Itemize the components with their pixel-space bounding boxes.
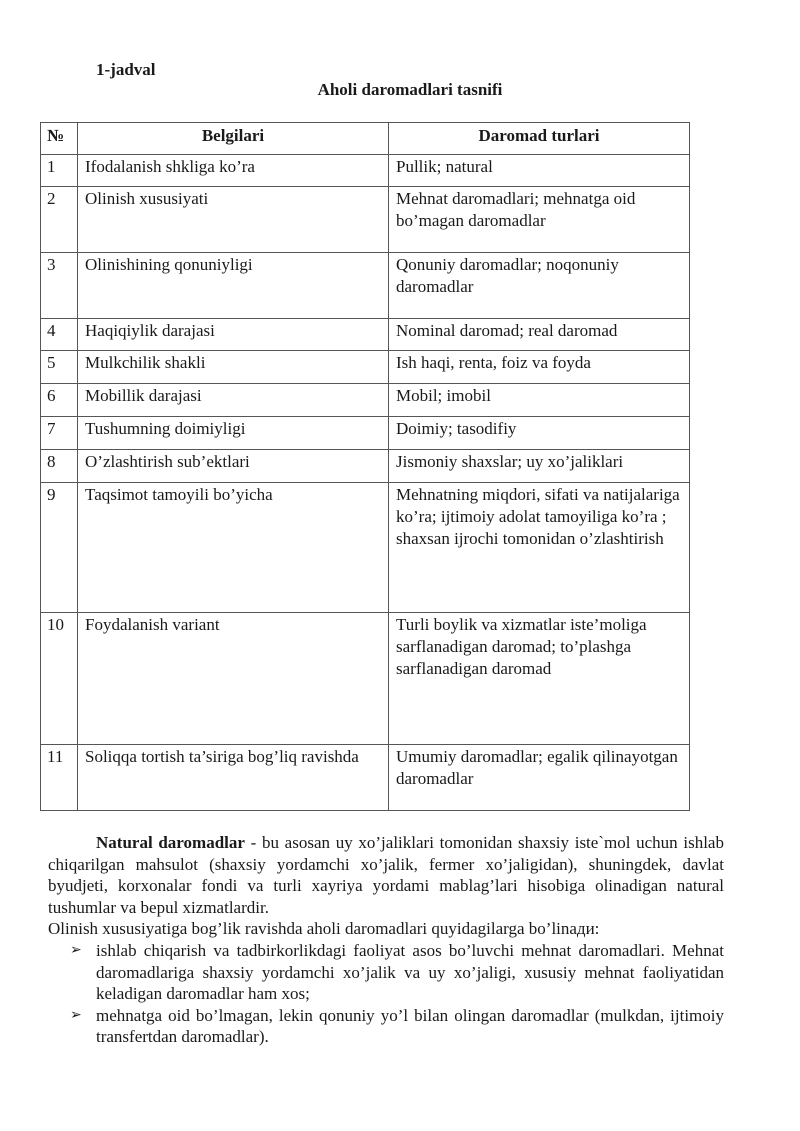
row-number: 3 — [41, 253, 78, 319]
income-type-list — [48, 940, 724, 1048]
row-sign: Mobillik darajasi — [78, 384, 389, 417]
row-number: 6 — [41, 384, 78, 417]
table-row — [41, 483, 690, 613]
header-number: № — [41, 123, 78, 155]
row-number: 4 — [41, 319, 78, 351]
paragraph-classification-intro: Olinish xususiyatiga bog’lik ravishda aholi daromadlari quyidagilarga bo’linади: — [48, 919, 600, 939]
definition-text: - bu asosan uy xo’jaliklari tomonidan shaxsiy iste`mol uchun ishlab chiqarilgan mahsulot (shaxsiy yordamchi xo’jalik, fermer xo’jaligidan), shuningdek, davlat byudjeti, korxonalar fondi va turli xayriya yordami mablag’lari hisobiga olinadigan natural tushumlar va bepul xizmatlardir. — [48, 833, 724, 917]
row-sign: O’zlashtirish sub’ektlari — [78, 450, 389, 483]
row-number: 8 — [41, 450, 78, 483]
row-income-type: Nominal daromad; real daromad — [389, 319, 690, 351]
arrow-bullet-icon: ➢ — [70, 1007, 82, 1023]
row-number: 1 — [41, 155, 78, 187]
row-number: 11 — [41, 745, 78, 811]
list-item — [70, 1005, 724, 1048]
term-natural-income: Natural daromadlar — [96, 833, 245, 852]
row-sign: Olinish xususiyati — [78, 187, 389, 253]
row-income-type: Jismoniy shaxslar; uy xo’jaliklari — [389, 450, 690, 483]
row-number: 10 — [41, 613, 78, 745]
row-sign: Mulkchilik shakli — [78, 351, 389, 384]
row-income-type: Pullik; natural — [389, 155, 690, 187]
table-row — [41, 450, 690, 483]
row-income-type: Mobil; imobil — [389, 384, 690, 417]
row-sign: Soliqqa tortish ta’siriga bog’liq ravishda — [78, 745, 389, 811]
header-signs: Belgilari — [78, 123, 389, 155]
table-header-row — [41, 123, 690, 155]
row-number: 5 — [41, 351, 78, 384]
row-income-type: Mehnat daromadlari; mehnatga oid bo’magan daromadlar — [389, 187, 690, 253]
list-item-text: ishlab chiqarish va tadbirkorlikdagi faoliyat asos bo’luvchi mehnat daromadlari. Mehnat daromadlariga shaxsiy yordamchi xo’jalik va uy xo’jaligi, xususiy mehnat faoliyatidan keladigan daromadlar ham xos; — [96, 940, 724, 1004]
row-sign: Olinishining qonuniyligi — [78, 253, 389, 319]
list-item-text: mehnatga oid bo’lmagan, lekin qonuniy yo’l bilan olingan daromadlar (mulkdan, ijtimoiy transfertdan daromadlar). — [96, 1005, 724, 1047]
row-number: 7 — [41, 417, 78, 450]
row-sign: Haqiqiylik darajasi — [78, 319, 389, 351]
row-sign: Foydalanish variant — [78, 613, 389, 745]
table-row — [41, 187, 690, 253]
row-number: 9 — [41, 483, 78, 613]
row-income-type: Doimiy; tasodifiy — [389, 417, 690, 450]
row-number: 2 — [41, 187, 78, 253]
row-sign: Ifodalanish shkliga ko’ra — [78, 155, 389, 187]
table-row — [41, 613, 690, 745]
row-income-type: Umumiy daromadlar; egalik qilinayotgan daromadlar — [389, 745, 690, 811]
row-income-type: Turli boylik va xizmatlar iste’moliga sarflanadigan daromad; to’plashga sarflanadigan daromad — [389, 613, 690, 745]
table-row — [41, 155, 690, 187]
table-row — [41, 319, 690, 351]
paragraph-natural-income — [48, 832, 724, 918]
body-text — [48, 832, 724, 1048]
table-row — [41, 417, 690, 450]
table-title: Aholi daromadlari tasnifi — [317, 80, 503, 99]
table-label: 1-jadval — [96, 60, 156, 79]
row-sign: Taqsimot tamoyili bo’yicha — [78, 483, 389, 613]
table-row — [41, 745, 690, 811]
row-income-type: Mehnatning miqdori, sifati va natijalariga ko’ra; ijtimoiy adolat tamoyiliga ko’ra ; shaxsan ijrochi tomonidan o’zlashtirish — [389, 483, 690, 613]
table-row — [41, 384, 690, 417]
income-classification-table — [40, 122, 690, 811]
row-sign: Tushumning doimiyligi — [78, 417, 389, 450]
list-item — [70, 940, 724, 1005]
header-income-types: Daromad turlari — [389, 123, 690, 155]
table-row — [41, 351, 690, 384]
arrow-bullet-icon: ➢ — [70, 942, 82, 958]
row-income-type: Ish haqi, renta, foiz va foyda — [389, 351, 690, 384]
row-income-type: Qonuniy daromadlar; noqonuniy daromadlar — [389, 253, 690, 319]
table-row — [41, 253, 690, 319]
